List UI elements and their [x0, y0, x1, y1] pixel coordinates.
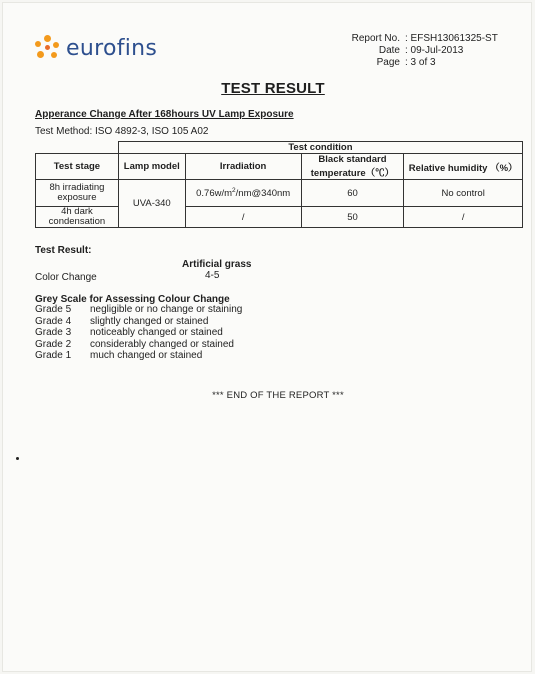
irradiation-superscript: 2	[232, 186, 236, 194]
grade-description: slightly changed or stained	[90, 315, 209, 327]
black-standard-cell: 50	[301, 207, 404, 228]
report-date-value: : 09-Jul-2013	[405, 45, 464, 56]
report-date-row	[351, 45, 498, 57]
logo-text: eurofins	[66, 35, 158, 61]
end-of-report: *** END OF THE REPORT ***	[212, 390, 344, 401]
irradiation-header: Irradiation	[185, 154, 301, 180]
table-row	[36, 207, 523, 228]
irradiation-cell: /	[185, 207, 301, 228]
grade-description: much changed or stained	[90, 350, 203, 361]
test-condition-table	[35, 141, 523, 228]
report-page-row	[351, 57, 498, 69]
list-item	[35, 339, 242, 351]
color-change-value: 4-5	[205, 270, 220, 281]
result-column-header: Artificial grass	[182, 259, 252, 270]
lamp-model-header: Lamp model	[118, 154, 185, 180]
relative-humidity-header: Relative humidity （%）	[404, 154, 523, 180]
grey-scale-heading: Grey Scale for Assessing Colour Change	[35, 294, 230, 305]
irradiation-unit: /nm@340nm	[235, 188, 291, 200]
color-change-label: Color Change	[35, 272, 97, 283]
irradiation-cell	[185, 180, 301, 207]
report-number-label: Report No.	[351, 33, 400, 44]
relative-humidity-cell: /	[404, 207, 523, 228]
report-date-label: Date	[378, 45, 400, 56]
grade-label: Grade 5	[35, 304, 72, 315]
report-page-value: : 3 of 3	[405, 57, 436, 68]
black-standard-header: Black standard temperature（℃）	[301, 154, 404, 180]
test-result-heading: Test Result:	[35, 245, 92, 256]
table-header-row	[36, 154, 523, 180]
scan-speck	[16, 457, 19, 460]
test-stage-cell: 8h irradiating exposure	[36, 180, 119, 207]
black-standard-cell: 60	[301, 180, 404, 207]
lamp-model-cell: UVA-340	[118, 180, 185, 228]
list-item	[35, 304, 242, 316]
grade-list	[35, 304, 242, 362]
grade-label: Grade 4	[35, 315, 72, 327]
report-number-value: : EFSH13061325-ST	[405, 33, 498, 44]
report-page-label: Page	[376, 57, 400, 68]
test-method: Test Method: ISO 4892-3, ISO 105 A02	[35, 126, 209, 137]
grade-label: Grade 3	[35, 327, 72, 338]
list-item	[35, 316, 242, 328]
page-title: TEST RESULT	[221, 80, 325, 97]
document-page	[2, 2, 532, 672]
report-info	[351, 33, 498, 69]
grade-description: negligible or no change or staining	[90, 304, 243, 315]
section-heading: Apperance Change After 168hours UV Lamp Exposure	[35, 109, 294, 120]
test-stage-cell: 4h dark condensation	[36, 207, 119, 228]
irradiation-value: 0.76w/m	[196, 188, 233, 200]
list-item	[35, 350, 242, 362]
eurofins-logo-mark-icon	[34, 35, 60, 61]
test-stage-header: Test stage	[36, 154, 119, 180]
test-condition-header: Test condition	[118, 142, 522, 154]
report-number-row	[351, 33, 498, 45]
eurofins-logo	[34, 35, 157, 61]
table-group-header-row	[36, 142, 523, 154]
relative-humidity-cell: No control	[404, 180, 523, 207]
grade-description: considerably changed or stained	[90, 338, 234, 350]
grade-description: noticeably changed or stained	[90, 327, 223, 338]
list-item	[35, 327, 242, 339]
grade-label: Grade 2	[35, 338, 72, 350]
grade-label: Grade 1	[35, 350, 72, 361]
table-row	[36, 180, 523, 207]
